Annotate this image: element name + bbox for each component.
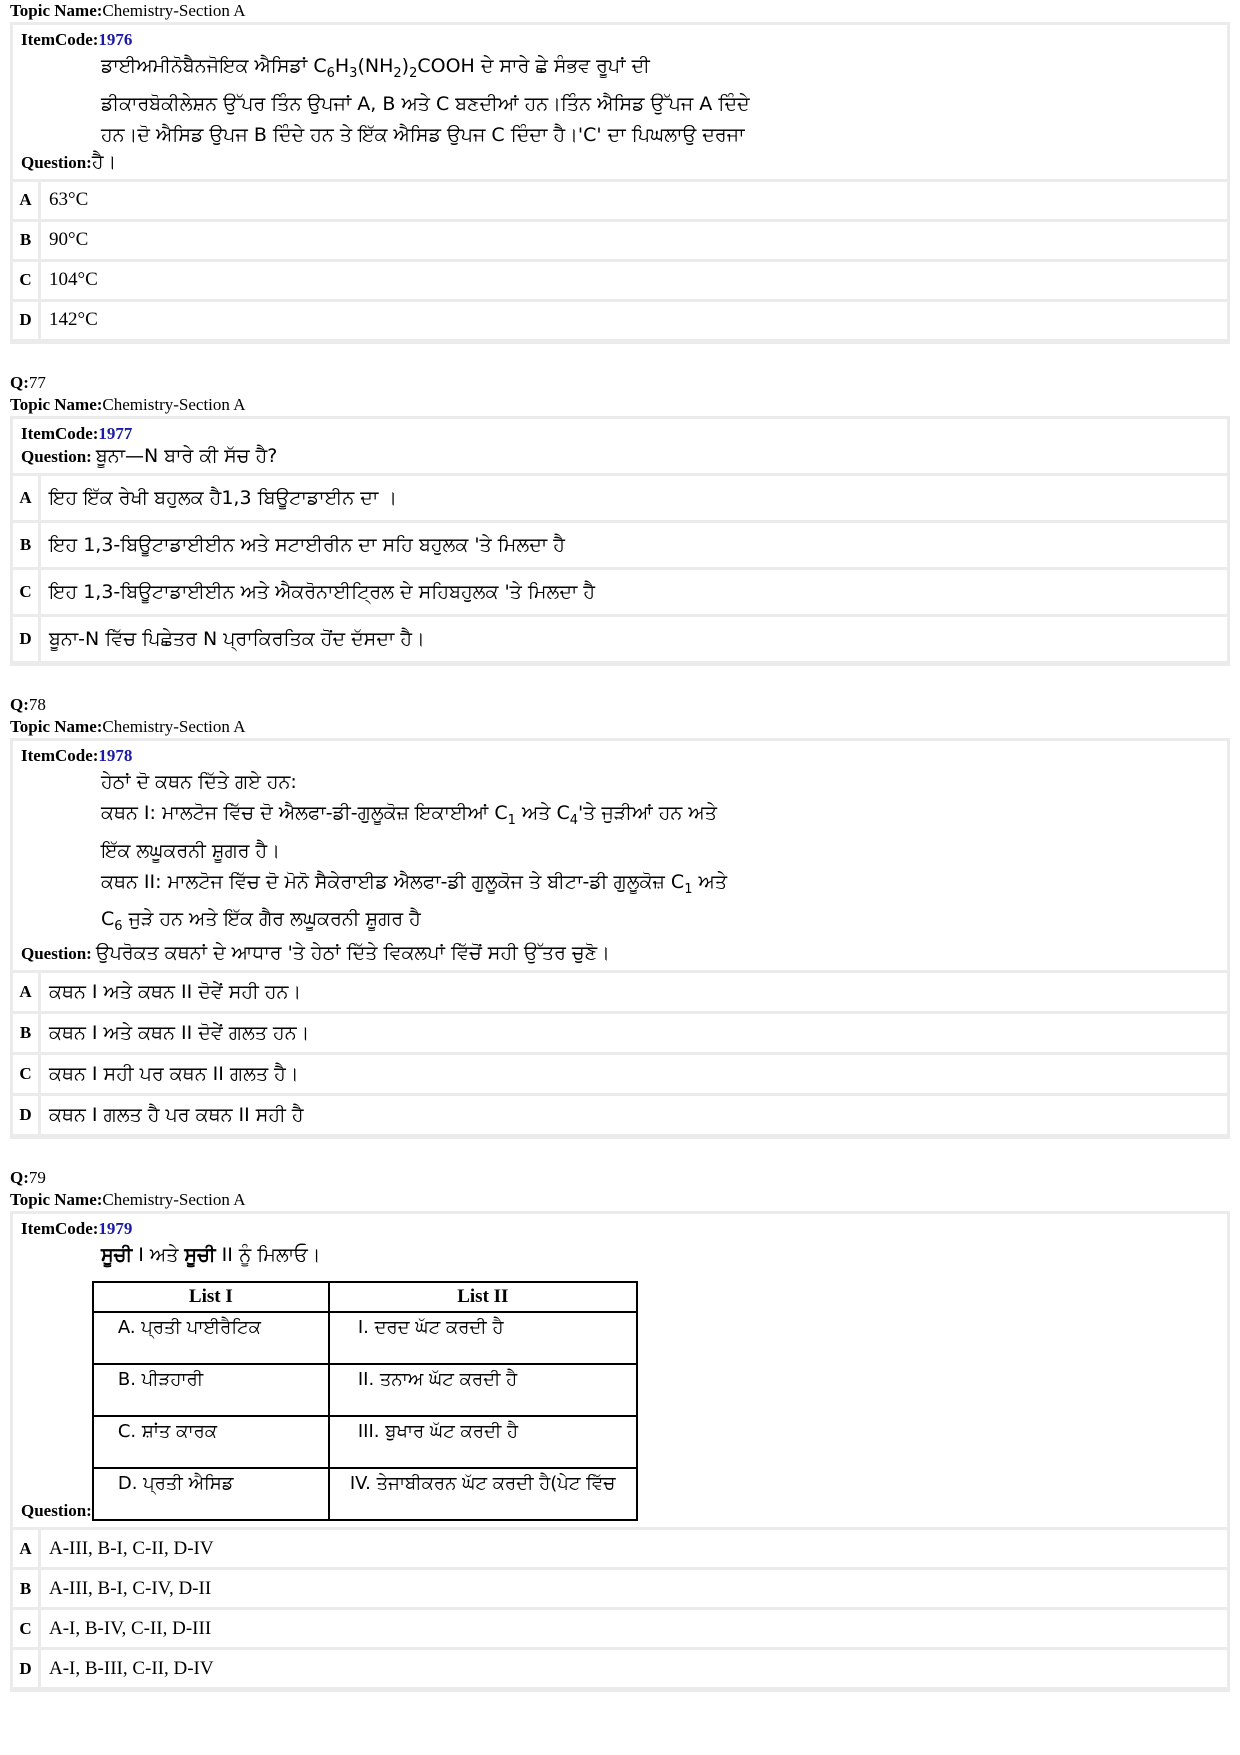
option-d[interactable] (13, 1096, 1227, 1134)
itemcode-label: ItemCode: (21, 745, 99, 765)
option-letter: A (13, 182, 38, 219)
topic-label: Topic Name: (10, 1190, 103, 1210)
table-row (93, 1468, 637, 1520)
option-text: A-I, B-III, C-II, D-IV (41, 1650, 1227, 1687)
itemcode-line (21, 29, 1219, 51)
option-text: ਕਥਨ I ਗਲਤ ਹੈ ਪਰ ਕਥਨ II ਸਹੀ ਹੈ (41, 1096, 1227, 1134)
option-text: A-I, B-IV, C-II, D-III (41, 1610, 1227, 1647)
topic-label: Topic Name: (10, 1, 103, 20)
option-d[interactable] (13, 302, 1227, 339)
table-cell: A. ਪ੍ਰਤੀ ਪਾਈਰੈਟਿਕ (93, 1312, 329, 1364)
option-c[interactable] (13, 262, 1227, 299)
topic-label: Topic Name: (10, 716, 103, 736)
itemcode-label: ItemCode: (21, 30, 99, 49)
table-cell: IV. ਤੇਜਾਬੀਕਰਨ ਘੱਟ ਕਰਦੀ ਹੈ(ਪੇਟ ਵਿੱਚ (329, 1468, 637, 1520)
topic-label: Topic Name: (10, 394, 103, 414)
option-text: 142°C (41, 302, 1227, 339)
table-cell: I. ਦਰਦ ਘੱਟ ਕਰਦੀ ਹੈ (329, 1312, 637, 1364)
option-text: ਕਥਨ I ਅਤੇ ਕਥਨ II ਦੋਵੇਂ ਸਹੀ ਹਨ। (41, 973, 1227, 1011)
question-cell (13, 741, 1227, 970)
option-text: A-III, B-I, C-IV, D-II (41, 1570, 1227, 1607)
question-line: ਹੇਠਾਂ ਦੋ ਕਥਨ ਦਿੱਤੇ ਗਏ ਹਨ: (101, 770, 297, 793)
option-letter: A (13, 1530, 38, 1567)
option-letter: D (13, 617, 38, 661)
table-cell: III. ਬੁਖਾਰ ਘੱਟ ਕਰਦੀ ਹੈ (329, 1416, 637, 1468)
question-block-76 (10, 22, 1230, 344)
question-line: $C_6$ ਜੁੜੇ ਹਨ ਅਤੇ ਇੱਕ ਗੈਰ ਲਘੂਕਰਨੀ ਸ਼ੂਗਰ ਹੈ (101, 908, 421, 935)
option-a[interactable] (13, 973, 1227, 1011)
question-line: ਕਥਨ I: ਮਾਲਟੋਜ ਵਿੱਚ ਦੋ ਐਲਫਾ-ਡੀ-ਗੁਲੂਕੋਜ਼ ਇਕਾਈਆਂ $C_1$ ਅਤੇ $C_4'ਤੇ$ ਜੁੜੀਆਂ ਹਨ ਅਤੇ (101, 801, 717, 828)
topic-line (10, 394, 1230, 416)
question-text (101, 767, 1219, 942)
option-text: 104°C (41, 262, 1227, 299)
table-cell: B. ਪੀੜਹਾਰੀ (93, 1364, 329, 1416)
option-c[interactable] (13, 1610, 1227, 1647)
itemcode-line (21, 1218, 1219, 1240)
question-line: ਡੀਕਾਰਬੋਕੀਲੇਸ਼ਨ ਉੱਪਰ ਤਿੰਨ ਉਪਜਾਂ A, B ਅਤੇ C ਬਣਦੀਆਂ ਹਨ।ਤਿੰਨ ਐਸਿਡ ਉੱਪਜ A ਦਿੰਦੇ (101, 92, 750, 115)
topic-name: Chemistry-Section A (102, 716, 246, 736)
itemcode-value: 1979 (98, 1219, 133, 1239)
option-text: ਕਥਨ I ਸਹੀ ਪਰ ਕਥਨ II ਗਲਤ ਹੈ। (41, 1055, 1227, 1093)
topic-line (10, 716, 1230, 738)
table-row (93, 1364, 637, 1416)
itemcode-value: 1977 (98, 423, 133, 443)
topic-line (10, 1189, 1230, 1211)
question-label-row (21, 1271, 1219, 1521)
option-a[interactable] (13, 476, 1227, 520)
option-letter: A (13, 476, 38, 520)
option-letter: A (13, 973, 38, 1011)
question-label: Question: (21, 1501, 92, 1521)
question-cell (13, 25, 1227, 179)
question-block-78 (10, 738, 1230, 1139)
question-cell (13, 419, 1227, 473)
table-header: List I (93, 1282, 329, 1312)
question-cell (13, 1214, 1227, 1527)
option-letter: B (13, 523, 38, 567)
question-line: ਹਨ।ਦੋ ਐਸਿਡ ਉਪਜ B ਦਿੰਦੇ ਹਨ ਤੇ ਇੱਕ ਐਸਿਡ ਉਪਜ C ਦਿੰਦਾ ਹੈ।'C' ਦਾ ਪਿਘਲਾਉ ਦਰਜਾ (101, 123, 745, 146)
option-b[interactable] (13, 222, 1227, 259)
option-text: 90°C (41, 222, 1227, 259)
table-cell: II. ਤਨਾਅ ਘੱਟ ਕਰਦੀ ਹੈ (329, 1364, 637, 1416)
table-row (93, 1312, 637, 1364)
question-text: ਬੂਨਾ—N ਬਾਰੇ ਕੀ ਸੱਚ ਹੈ? (95, 444, 278, 467)
question-number: Q:79 (10, 1168, 46, 1188)
option-letter: C (13, 1055, 38, 1093)
itemcode-line (21, 745, 1219, 767)
option-text: 63°C (41, 182, 1227, 219)
option-d[interactable] (13, 1650, 1227, 1687)
question-line: ਉਪਰੋਕਤ ਕਥਨਾਂ ਦੇ ਆਧਾਰ 'ਤੇ ਹੇਠਾਂ ਦਿੱਤੇ ਵਿਕਲਪਾਂ ਵਿੱਚੋਂ ਸਹੀ ਉੱਤਰ ਚੁਣੋ। (95, 942, 610, 965)
question-label-row (21, 445, 1219, 467)
option-b[interactable] (13, 1570, 1227, 1607)
table-header: List II (329, 1282, 637, 1312)
option-text: A-III, B-I, C-II, D-IV (41, 1530, 1227, 1567)
option-b[interactable] (13, 523, 1227, 567)
question-label: Question: (21, 446, 92, 466)
itemcode-line (21, 423, 1219, 445)
itemcode-label: ItemCode: (21, 423, 99, 443)
question-label: Question: (21, 944, 92, 964)
option-text: ਇਹ 1,3-ਬਿਊਟਾਡਾਈਈਨ ਅਤੇ ਐਕਰੋਨਾਈਟ੍ਰਿਲ ਦੇ ਸਹਿਬਹੁਲਕ 'ਤੇ ਮਿਲਦਾ ਹੈ (41, 570, 1227, 614)
topic-line (10, 0, 1230, 22)
question-line: ਸੂਚੀ I ਅਤੇ ਸੂਚੀ II ਨੂੰ ਮਿਲਾਓ। (101, 1244, 321, 1267)
option-a[interactable] (13, 182, 1227, 219)
topic-name: Chemistry-Section A (102, 394, 246, 414)
option-letter: B (13, 1014, 38, 1052)
question-label: Question: (21, 152, 92, 172)
option-d[interactable] (13, 617, 1227, 661)
question-line: ਡਾਈਅਮੀਨੋਬੈਨਜੋਇਕ ਐਸਿਡਾਂ $C_6H_3(NH_2)_2COOH$ ਦੇ ਸਾਰੇ ਛੇ ਸੰਭਵ ਰੂਪਾਂ ਦੀ (101, 55, 650, 81)
option-letter: B (13, 222, 38, 259)
question-block-79 (10, 1211, 1230, 1692)
question-line: ਕਥਨ II: ਮਾਲਟੋਜ ਵਿੱਚ ਦੋ ਮੋਨੋ ਸੈਕੇਰਾਈਡ ਐਲਫਾ-ਡੀ ਗੁਲੂਕੋਜ ਤੇ ਬੀਟਾ-ਡੀ ਗੁਲੂਕੋਜ਼ $C_1$ ਅਤੇ (101, 870, 728, 897)
table-cell: C. ਸ਼ਾਂਤ ਕਾਰਕ (93, 1416, 329, 1468)
table-row (93, 1416, 637, 1468)
match-table (92, 1281, 638, 1521)
question-number: Q:78 (10, 694, 46, 714)
option-c[interactable] (13, 1055, 1227, 1093)
question-block-77 (10, 416, 1230, 666)
option-a[interactable] (13, 1530, 1227, 1567)
option-letter: C (13, 570, 38, 614)
itemcode-label: ItemCode: (21, 1219, 99, 1239)
topic-name: Chemistry-Section A (102, 1, 246, 20)
question-text (101, 1240, 1219, 1271)
option-text: ਇਹ ਇੱਕ ਰੇਖੀ ਬਹੁਲਕ ਹੈ1,3 ਬਿਊਟਾਡਾਈਨ ਦਾ । (41, 476, 1227, 520)
option-letter: D (13, 302, 38, 339)
question-label-row (21, 151, 1219, 173)
question-label-row (21, 942, 1219, 964)
option-letter: D (13, 1650, 38, 1687)
topic-name: Chemistry-Section A (102, 1190, 246, 1210)
question-number: Q:77 (10, 372, 46, 392)
itemcode-value: 1978 (98, 745, 133, 765)
option-letter: B (13, 1570, 38, 1607)
option-c[interactable] (13, 570, 1227, 614)
option-b[interactable] (13, 1014, 1227, 1052)
itemcode-value: 1976 (98, 30, 133, 49)
table-cell: D. ਪ੍ਰਤੀ ਐਸਿਡ (93, 1468, 329, 1520)
question-text (101, 51, 1219, 151)
option-text: ਬੂਨਾ-N ਵਿੱਚ ਪਿਛੇਤਰ N ਪ੍ਰਾਕਿਰਤਿਕ ਹੋਂਦ ਦੱਸਦਾ ਹੈ। (41, 617, 1227, 661)
option-text: ਇਹ 1,3-ਬਿਊਟਾਡਾਈਈਨ ਅਤੇ ਸਟਾਈਰੀਨ ਦਾ ਸਹਿ ਬਹੁਲਕ 'ਤੇ ਮਿਲਦਾ ਹੈ (41, 523, 1227, 567)
option-text: ਕਥਨ I ਅਤੇ ਕਥਨ II ਦੋਵੇਂ ਗਲਤ ਹਨ। (41, 1014, 1227, 1052)
option-letter: D (13, 1096, 38, 1134)
option-letter: C (13, 262, 38, 299)
question-line: ਹੈ। (91, 150, 117, 173)
question-line: ਇੱਕ ਲਘੂਕਰਨੀ ਸ਼ੂਗਰ ਹੈ। (101, 839, 281, 862)
option-letter: C (13, 1610, 38, 1647)
